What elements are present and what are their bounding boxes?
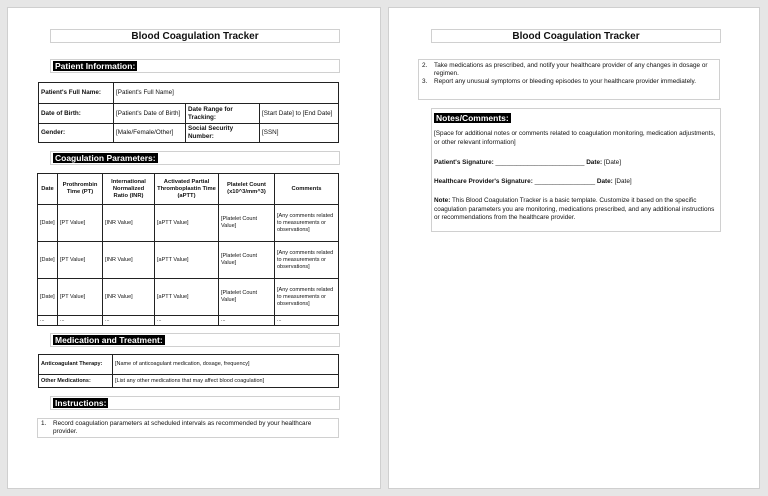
table-row [38, 279, 339, 316]
col-platelet: Platelet Count (x10^3/mm^3) [219, 174, 275, 205]
notes-box [431, 108, 721, 232]
page-2 [388, 7, 760, 489]
table-cell[interactable]: [Date] [38, 279, 58, 316]
instruction-item: 2. Take medications as prescribed, and notify your healthcare provider of any changes in dosage or regimen. [422, 62, 708, 77]
table-cell[interactable]: [PT Value] [58, 205, 103, 242]
col-date: Date [38, 174, 58, 205]
other-med-value[interactable]: [List any other medications that may affect blood coagulation] [113, 375, 339, 388]
name-value[interactable]: [Patient's Full Name] [114, 83, 339, 104]
table-cell[interactable]: [Date] [38, 205, 58, 242]
table-cell[interactable]: [aPTT Value] [155, 205, 219, 242]
provider-signature-line[interactable]: Healthcare Provider's Signature: _________________ Date: [Date] [434, 178, 632, 185]
table-cell[interactable]: [INR Value] [103, 205, 155, 242]
table-cell[interactable]: [PT Value] [58, 242, 103, 279]
table-cell[interactable]: [Platelet Count Value] [219, 279, 275, 316]
medication-table [38, 354, 339, 388]
instructions-list [37, 418, 339, 438]
range-label: Date Range for Tracking: [186, 104, 260, 124]
table-cell[interactable]: [aPTT Value] [155, 279, 219, 316]
instructions-list-continued [418, 59, 720, 100]
anticoag-label: Anticoagulant Therapy: [39, 355, 113, 375]
table-cell[interactable]: ... [58, 316, 103, 326]
table-cell[interactable]: [Any comments related to measurements or observations] [275, 205, 339, 242]
table-cell[interactable]: ... [103, 316, 155, 326]
other-med-label: Other Medications: [39, 375, 113, 388]
medication-heading: Medication and Treatment: [50, 333, 340, 347]
instructions-heading: Instructions: [50, 396, 340, 410]
table-cell[interactable]: [Any comments related to measurements or observations] [275, 242, 339, 279]
table-cell[interactable]: [aPTT Value] [155, 242, 219, 279]
patient-info-heading: Patient Information: [50, 59, 340, 73]
page-title-2: Blood Coagulation Tracker [431, 29, 721, 43]
ssn-value[interactable]: [SSN] [260, 124, 339, 143]
table-cell[interactable]: [Date] [38, 242, 58, 279]
name-label: Patient's Full Name: [39, 83, 114, 104]
table-cell[interactable]: [INR Value] [103, 242, 155, 279]
range-value[interactable]: [Start Date] to [End Date] [260, 104, 339, 124]
patient-info-table [38, 82, 339, 143]
col-aptt: Activated Partial Thromboplastin Time (aPTT) [155, 174, 219, 205]
ssn-label: Social Security Number: [186, 124, 260, 143]
instruction-item: 1. Record coagulation parameters at scheduled intervals as recommended by your healthcare provider. [41, 420, 312, 435]
table-cell[interactable]: [INR Value] [103, 279, 155, 316]
page-title: Blood Coagulation Tracker [50, 29, 340, 43]
table-row [38, 205, 339, 242]
patient-signature-line[interactable]: Patient's Signature: _________________________ Date: [Date] [434, 159, 622, 166]
table-row [38, 316, 339, 326]
instruction-item: 3. Report any unusual symptoms or bleeding episodes to your healthcare provider immediately. [422, 78, 697, 85]
col-inr: International Normalized Ratio (INR) [103, 174, 155, 205]
coag-table [37, 173, 339, 326]
table-cell[interactable]: ... [219, 316, 275, 326]
table-row [38, 242, 339, 279]
table-cell[interactable]: ... [155, 316, 219, 326]
notes-text[interactable]: [Space for additional notes or comments related to coagulation monitoring, medication adjustments, or other relevant information] [434, 130, 716, 146]
page-1 [7, 7, 381, 489]
table-cell[interactable]: [Platelet Count Value] [219, 205, 275, 242]
coag-heading: Coagulation Parameters: [50, 151, 340, 165]
gender-label: Gender: [39, 124, 114, 143]
gender-value[interactable]: [Male/Female/Other] [114, 124, 186, 143]
template-note: Note: This Blood Coagulation Tracker is a basic template. Customize it based on the specific coagulation parameters you are monitoring, medications prescribed, and any additional instructions or recommendations from the healthcare provider. [434, 197, 715, 221]
table-cell[interactable]: [Platelet Count Value] [219, 242, 275, 279]
anticoag-value[interactable]: [Name of anticoagulant medication, dosage, frequency] [113, 355, 339, 375]
table-cell[interactable]: ... [275, 316, 339, 326]
dob-label: Date of Birth: [39, 104, 114, 124]
dob-value[interactable]: [Patient's Date of Birth] [114, 104, 186, 124]
col-comments: Comments [275, 174, 339, 205]
table-cell[interactable]: ... [38, 316, 58, 326]
col-pt: Prothrombin Time (PT) [58, 174, 103, 205]
notes-heading: Notes/Comments: [436, 113, 509, 123]
table-cell[interactable]: [PT Value] [58, 279, 103, 316]
table-cell[interactable]: [Any comments related to measurements or observations] [275, 279, 339, 316]
